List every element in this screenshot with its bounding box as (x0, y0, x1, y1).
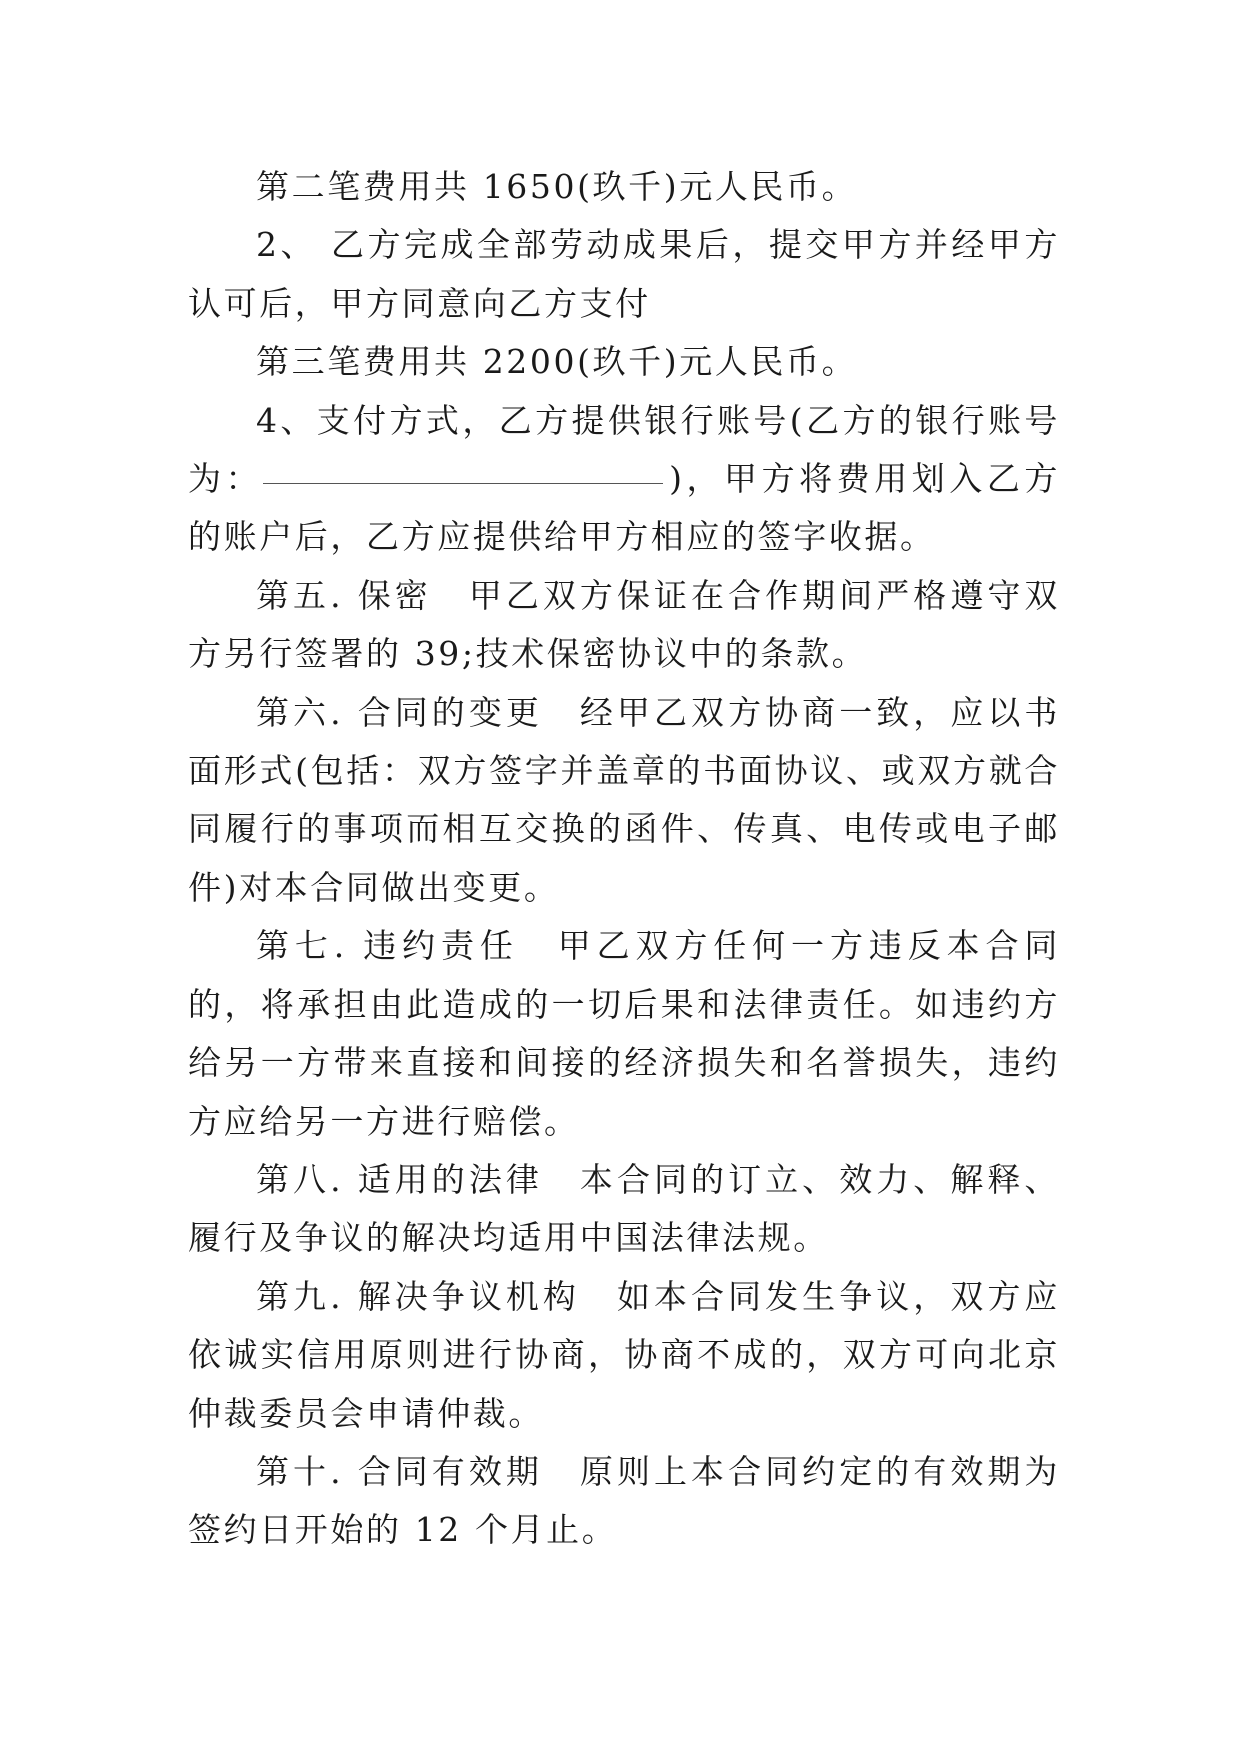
paragraph-second-payment: 第二笔费用共 1650(玖千)元人民币。 (256, 167, 858, 206)
payment-method-text: 4、支付方式，乙方提供银行账号(乙方的银行账号为： (188, 400, 1060, 499)
paragraph-validity-period: 第十. 合同有效期 原则上本合同约定的有效期为签约日开始的 12 个月止。 (188, 1451, 1060, 1550)
bank-account-blank (263, 482, 663, 484)
paragraph-payment-method (188, 392, 1060, 567)
paragraph-completion-clause: 2、 乙方完成全部劳动成果后，提交甲方并经甲方认可后，甲方同意向乙方支付 (188, 225, 1060, 323)
paragraph-applicable-law: 第八. 适用的法律 本合同的订立、效力、解释、履行及争议的解决均适用中国法律法规。 (188, 1159, 1060, 1258)
contract-body (188, 158, 1060, 1560)
paragraph-confidentiality: 第五. 保密 甲乙双方保证在合作期间严格遵守双方另行签署的 39;技术保密协议中的条款。 (188, 575, 1060, 674)
paragraph-dispute-resolution: 第九. 解决争议机构 如本合同发生争议，双方应依诚实信用原则进行协商，协商不成的，双方可向北京仲裁委员会申请仲裁。 (188, 1276, 1060, 1433)
payment-method-continued: )，甲方将费用划入乙方的账户后，乙方应提供给甲方相应的签字收据。 (188, 459, 1060, 557)
paragraph-liability: 第七. 违约责任 甲乙双方任何一方违反本合同的，将承担由此造成的一切后果和法律责任。如违约方给另一方带来直接和间接的经济损失和名誉损失，违约方应给另一方进行赔偿。 (188, 926, 1060, 1141)
paragraph-third-payment: 第三笔费用共 2200(玖千)元人民币。 (256, 342, 858, 382)
paragraph-contract-change: 第六. 合同的变更 经甲乙双方协商一致，应以书面形式(包括：双方签字并盖章的书面协议、或双方就合同履行的事项而相互交换的函件、传真、电传或电子邮件)对本合同做出变更。 (188, 692, 1060, 907)
